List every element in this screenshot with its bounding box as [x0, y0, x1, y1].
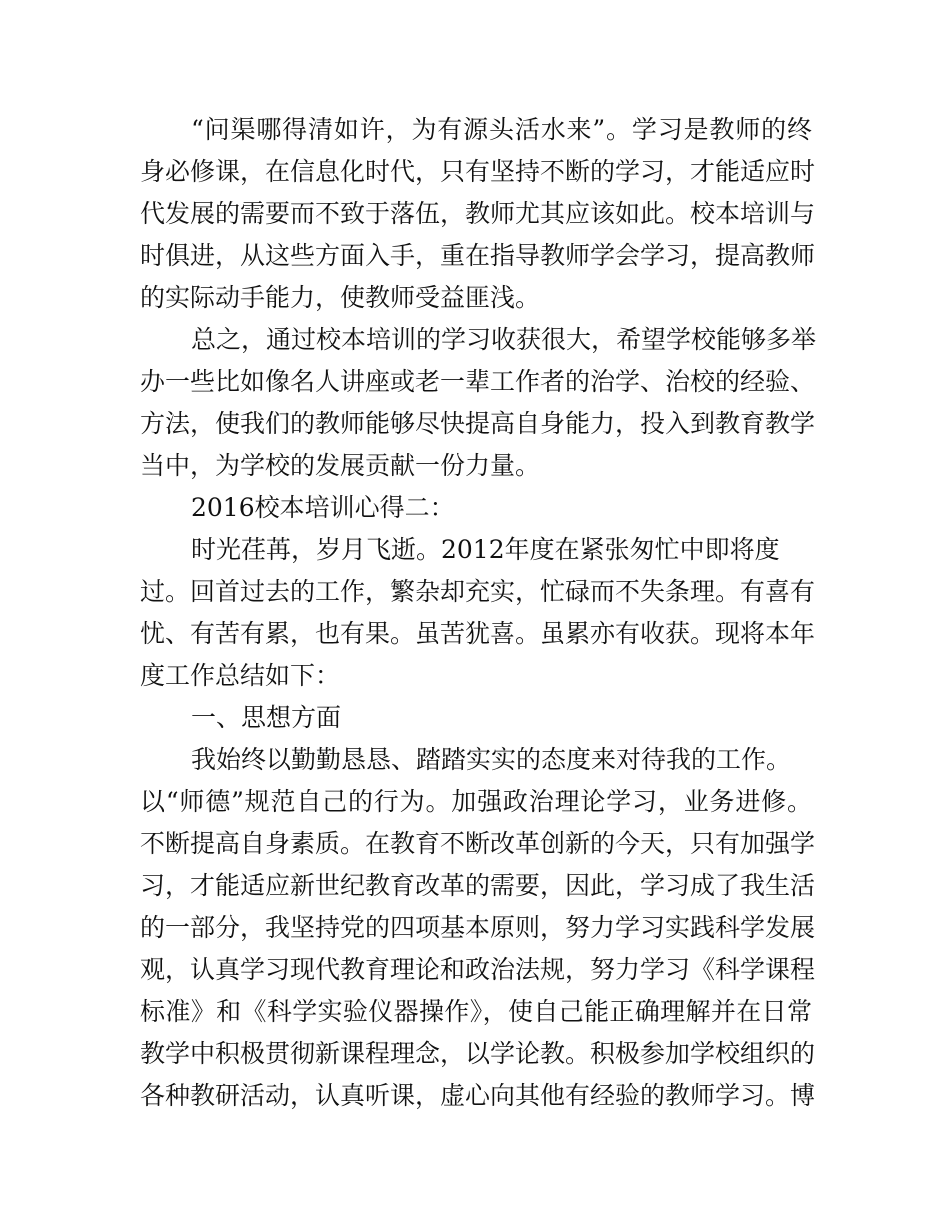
text-line: 当中，为学校的发展贡献一份力量。 [140, 451, 541, 480]
text-line: 教学中积极贯彻新课程理念，以学论教。积极参加学校组织的 [140, 1039, 816, 1068]
text-line: 总之，通过校本培训的学习收获很大，希望学校能够多举 [191, 325, 817, 354]
text-line: 各种教研活动，认真听课，虚心向其他有经验的教师学习。博 [140, 1081, 816, 1110]
text-line: 习，才能适应新世纪教育改革的需要，因此，学习成了我生活 [140, 871, 816, 900]
text-line: 过。回首过去的工作，繁杂却充实，忙碌而不失条理。有喜有 [140, 577, 816, 606]
section-heading: 一、思想方面 [191, 703, 342, 732]
text-line: 忧、有苦有累，也有果。虽苦犹喜。虽累亦有收获。现将本年 [140, 619, 816, 648]
text-line: 办一些比如像名人讲座或老一辈工作者的治学、治校的经验、 [140, 367, 816, 396]
text-line: 时光荏苒，岁月飞逝。2012年度在紧张匆忙中即将度 [191, 535, 780, 564]
text-line: “问渠哪得清如许，为有源头活水来”。学习是教师的终 [191, 115, 812, 144]
text-line: 身必修课，在信息化时代，只有坚持不断的学习，才能适应时 [140, 157, 816, 186]
text-line: 标准》和《科学实验仪器操作》，使自己能正确理解并在日常 [140, 997, 812, 1026]
text-line: 我始终以勤勤恳恳、踏踏实实的态度来对待我的工作。 [191, 745, 792, 774]
text-line: 方法，使我们的教师能够尽快提高自身能力，投入到教育教学 [140, 409, 816, 438]
text-line: 观，认真学习现代教育理论和政治法规，努力学习《科学课程 [140, 955, 816, 984]
text-line: 的实际动手能力，使教师受益匪浅。 [140, 283, 541, 312]
text-line: 的一部分，我坚持党的四项基本原则，努力学习实践科学发展 [140, 913, 816, 942]
section-heading: 2016校本培训心得二： [191, 493, 455, 522]
text-line: 不断提高自身素质。在教育不断改革创新的今天，只有加强学 [140, 829, 816, 858]
text-line: 时俱进，从这些方面入手，重在指导教师学会学习，提高教师 [140, 241, 816, 270]
text-line: 度工作总结如下： [140, 661, 341, 690]
text-line: 以“师德”规范自己的行为。加强政治理论学习，业务进修。 [140, 787, 812, 816]
text-line: 代发展的需要而不致于落伍，教师尤其应该如此。校本培训与 [140, 199, 816, 228]
